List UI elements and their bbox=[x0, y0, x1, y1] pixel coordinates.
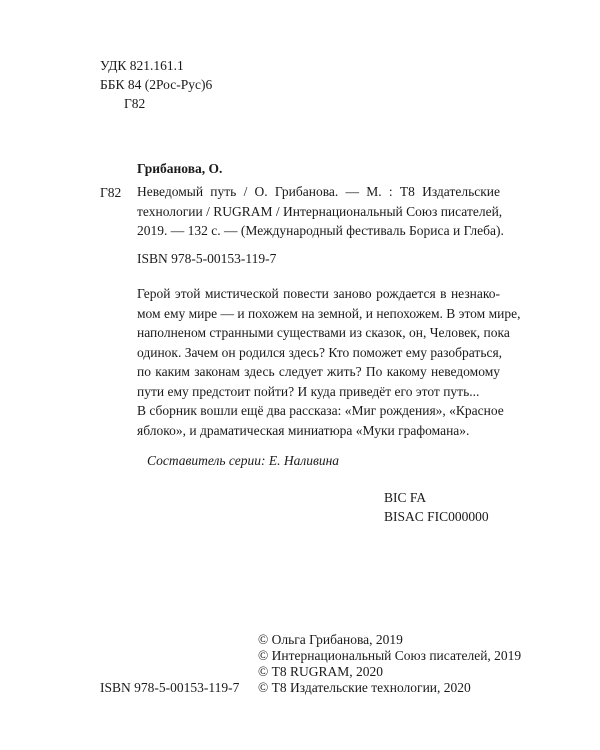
annotation-line: яблоко», и драматическая миниатюра «Муки графомана». bbox=[137, 422, 470, 438]
annotation-line: наполненом странными существами из сказок, он, Человек, пока bbox=[137, 325, 510, 340]
annotation bbox=[137, 284, 521, 440]
copyright-line: © Т8 RUGRAM, 2020 bbox=[258, 664, 384, 679]
isbn-main: ISBN 978-5-00153-119-7 bbox=[137, 251, 277, 266]
copyright-line: © Интернациональный Союз писателей, 2019 bbox=[258, 648, 522, 663]
annotation-line: В сборник вошли ещё два рассказа: «Миг рождения», «Красное bbox=[137, 403, 504, 418]
bisac-code: BISAC FIC000000 bbox=[384, 509, 489, 524]
bib-line: технологии / RUGRAM / Интернациональный Союз писателей, bbox=[137, 203, 503, 219]
udk-code: УДК 821.161.1 bbox=[100, 58, 184, 73]
annotation-line: одинок. Зачем он родился здесь? Кто поможет ему разобраться, bbox=[137, 344, 503, 360]
bbk-code: ББК 84 (2Рос-Рус)6 bbox=[100, 77, 213, 92]
author-name: Грибанова, О. bbox=[137, 161, 223, 176]
annotation-line: по каким законам здесь следует жить? По какому неведомому bbox=[137, 364, 500, 379]
bib-line: 2019. — 132 с. — (Международный фестиваль Бориса и Глеба). bbox=[137, 223, 504, 238]
author-mark-top: Г82 bbox=[124, 96, 146, 111]
copyright-line: © Т8 Издательские технологии, 2020 bbox=[258, 680, 471, 695]
annotation-line: Герой этой мистической повести заново рождается в незнако- bbox=[137, 286, 500, 301]
author-mark-bib: Г82 bbox=[100, 185, 122, 200]
bic-code: BIC FA bbox=[384, 490, 427, 505]
copyright-line: © Ольга Грибанова, 2019 bbox=[258, 632, 403, 647]
annotation-line: пути ему предстоит пойти? И куда приведёт его этот путь... bbox=[137, 383, 480, 399]
isbn-footer: ISBN 978-5-00153-119-7 bbox=[100, 680, 240, 695]
bibliographic-description bbox=[137, 182, 504, 241]
series-editor: Составитель серии: Е. Наливина bbox=[147, 453, 340, 468]
annotation-line: мом ему мире — и похожем на земной, и непохожем. В этом мире, bbox=[137, 305, 521, 321]
bib-line: Неведомый путь / О. Грибанова. — М. : Т8 Издательские bbox=[137, 184, 500, 199]
